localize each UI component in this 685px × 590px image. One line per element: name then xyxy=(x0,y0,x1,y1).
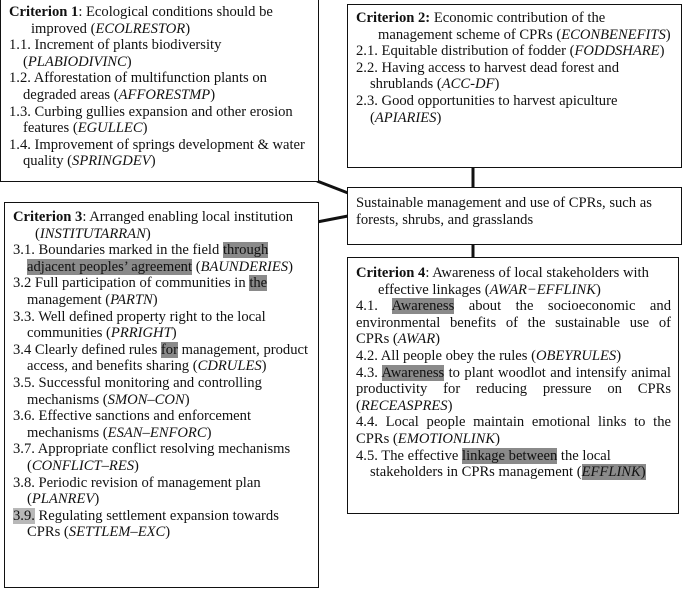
indicator-text: management, product access, and benefits sharing ( xyxy=(27,341,309,375)
indicator-text: ) xyxy=(206,424,212,441)
indicator-text: ) xyxy=(495,430,500,447)
indicator-text: ) xyxy=(210,86,216,103)
indicator-text: 3.1. Boundaries marked in the field xyxy=(13,242,223,259)
criterion-label: Criterion 3 xyxy=(13,209,83,225)
criterion-label: Criterion 4 xyxy=(356,265,426,281)
criterion-code: INSTITUTARRAN xyxy=(39,225,146,242)
indicator-code: ESAN–ENFORC xyxy=(107,424,207,441)
indicator-text: ( xyxy=(192,258,201,275)
criterion-close-paren: ) xyxy=(185,20,191,37)
indicator-code: SETTLEM–EXC xyxy=(68,524,166,541)
criterion2-title xyxy=(356,10,675,43)
criterion-code: AWAR−EFFLINK xyxy=(489,281,596,298)
criterion-2-box xyxy=(347,4,682,168)
criterion-4-box xyxy=(347,257,679,514)
indicator-item xyxy=(356,93,675,126)
indicator-code: PLANREV xyxy=(31,491,95,508)
indicator-item xyxy=(9,104,312,137)
indicator-code: EFFLINK xyxy=(581,464,641,481)
indicator-text: ) xyxy=(165,524,171,541)
criterion-label: Criterion 2: xyxy=(356,10,431,26)
indicator-item xyxy=(13,508,312,541)
indicator-text: ) xyxy=(261,358,267,375)
indicator-code: AFFORESTMP xyxy=(118,86,211,103)
indicator-text: management ( xyxy=(27,291,111,308)
indicator-item xyxy=(13,242,312,275)
indicator-item xyxy=(13,309,312,342)
indicator-text: 1.1. Increment of plants biodiversity ( xyxy=(9,37,222,70)
indicator-text: 1.4. Improvement of springs development & water quality ( xyxy=(9,136,305,170)
indicator-item xyxy=(9,37,312,70)
indicator-text: 2.3. Good opportunities to harvest apiculture ( xyxy=(356,92,618,126)
indicator-item xyxy=(9,70,312,103)
indicator-text: about the socioeconomic and environmental benefits of the sustainable use of CPRs ( xyxy=(356,298,672,348)
indicator-text: 3.2 Full participation of communities in xyxy=(13,275,250,292)
indicator-text: ) xyxy=(152,291,158,308)
indicator-code: ACC-DF xyxy=(441,76,495,93)
indicator-text: ) xyxy=(171,325,177,342)
criterion-description: : Arranged enabling local institution ( xyxy=(35,209,294,242)
indicator-code: OBEYRULES xyxy=(535,347,617,364)
indicator-text: 3.5. Successful monitoring and controlling mechanisms ( xyxy=(13,374,262,408)
criterion-description: : Awareness of local stakeholders with effective linkages ( xyxy=(378,265,649,298)
indicator-item xyxy=(13,408,312,441)
indicator-code: AWAR xyxy=(397,331,436,348)
indicator-text: 2.2. Having access to harvest dead forest and shrublands ( xyxy=(356,59,620,93)
indicator-code: EGULLEC xyxy=(77,120,143,137)
criterion1-title xyxy=(9,4,312,37)
criterion-close-paren: ) xyxy=(595,281,601,298)
highlighted-text: Awareness xyxy=(391,298,455,315)
indicator-code: SPRINGDEV xyxy=(72,153,151,170)
indicator-text: 3.7. Appropriate conflict resolving mechanisms ( xyxy=(13,441,291,474)
indicator-text: ) xyxy=(288,258,293,275)
indicator-text: 3.8. Periodic revision of management plan ( xyxy=(13,474,261,508)
indicator-text: 3.6. Effective sanctions and enforcement mechanisms ( xyxy=(13,408,252,441)
indicator-code: FODDSHARE xyxy=(574,43,660,60)
indicator-text: 4.5. The effective xyxy=(356,447,463,464)
highlighted-text: 3.9. xyxy=(13,507,35,524)
indicator-text: Regulating settlement expansion towards CPRs ( xyxy=(27,507,279,541)
indicator-text: ) xyxy=(142,120,148,137)
criterion-close-paren: ) xyxy=(665,26,671,43)
indicator-item xyxy=(13,275,312,308)
highlighted-text: Awareness xyxy=(381,364,445,381)
indicator-item xyxy=(13,375,312,408)
indicator-text: 1.3. Curbing gullies expansion and other erosion features ( xyxy=(9,103,293,137)
indicator-text: 4.2. All people obey the rules ( xyxy=(356,347,536,364)
indicator-item xyxy=(356,448,671,481)
indicator-item xyxy=(9,137,312,170)
indicator-text: 4.3. xyxy=(356,364,382,381)
indicator-text: ) xyxy=(150,153,156,170)
indicator-code: PLABIODIVINC xyxy=(27,53,127,70)
indicator-text: ) xyxy=(447,397,453,414)
indicator-code: BAUNDERIES xyxy=(200,258,289,275)
indicator-text: 2.1. Equitable distribution of fodder ( xyxy=(356,43,575,60)
indicator-item xyxy=(356,298,671,348)
indicator-text: ) xyxy=(126,53,132,70)
indicator-item xyxy=(356,414,671,447)
criterion-description: Economic contribution of the management scheme of CPRs ( xyxy=(378,10,606,43)
criterion-3-box xyxy=(4,202,319,588)
criterion-label: Criterion 1 xyxy=(9,4,79,20)
indicator-text: ) xyxy=(494,76,500,93)
indicator-code: SMON–CON xyxy=(107,391,185,408)
indicator-text: ) xyxy=(616,347,622,364)
center-goal-box xyxy=(347,187,682,245)
indicator-text: 1.2. Afforestation of multifunction plants on degraded areas ( xyxy=(9,70,267,103)
indicator-text: 4.1. xyxy=(356,298,392,315)
indicator-code: PRRIGHT xyxy=(110,325,172,342)
center-goal-text: Sustainable management and use of CPRs, such as forests, shrubs, and grasslands xyxy=(356,195,652,228)
criterion-close-paren: ) xyxy=(145,225,151,242)
highlighted-text: for xyxy=(160,341,178,358)
indicator-text: ) xyxy=(184,391,190,408)
connector-c3-center xyxy=(317,216,348,222)
indicator-item xyxy=(356,348,671,365)
indicator-text: ) xyxy=(94,491,100,508)
indicator-item xyxy=(13,441,312,474)
indicator-text: ) xyxy=(435,331,440,348)
indicator-item xyxy=(13,475,312,508)
indicator-text: 4.4. Local people maintain emotional links to the CPRs ( xyxy=(356,414,671,447)
indicator-text: 3.4 Clearly defined rules xyxy=(13,341,161,358)
indicator-text: ) xyxy=(659,43,665,60)
indicator-code: CDRULES xyxy=(197,358,262,375)
indicator-code: CONFLICT–RES xyxy=(31,457,135,474)
indicator-text: ) xyxy=(436,109,442,126)
criterion-code: ECONBENEFITS xyxy=(561,26,666,43)
highlighted-text: through adjacent peoples’ agreement xyxy=(27,242,269,275)
indicator-text: 3.3. Well defined property right to the local communities ( xyxy=(13,308,266,342)
indicator-text: ) xyxy=(134,457,139,474)
highlighted-text: ) xyxy=(640,464,646,481)
indicator-item xyxy=(356,60,675,93)
indicator-code: EMOTIONLINK xyxy=(397,430,496,447)
indicator-code: RECEASPRES xyxy=(360,397,448,414)
criterion-description: : Ecological conditions should be improved ( xyxy=(31,4,273,37)
indicator-text: to plant woodlot and intensify animal productivity for reducing pressure on CPRs ( xyxy=(356,364,671,414)
criterion4-title xyxy=(356,265,671,298)
indicator-code: PARTN xyxy=(110,291,153,308)
indicator-item xyxy=(356,365,671,415)
connector-c1-center xyxy=(317,181,348,193)
indicator-item xyxy=(356,43,675,60)
criterion-1-box xyxy=(0,0,319,182)
indicator-text: the local stakeholders in CPRs management ( xyxy=(370,447,611,481)
highlighted-text: the xyxy=(249,275,268,292)
indicator-code: APIARIES xyxy=(374,109,437,126)
criterion3-title xyxy=(13,209,312,242)
criterion-code: ECOLRESTOR xyxy=(95,20,186,37)
indicator-item xyxy=(13,342,312,375)
highlighted-text: linkage between xyxy=(462,447,558,464)
